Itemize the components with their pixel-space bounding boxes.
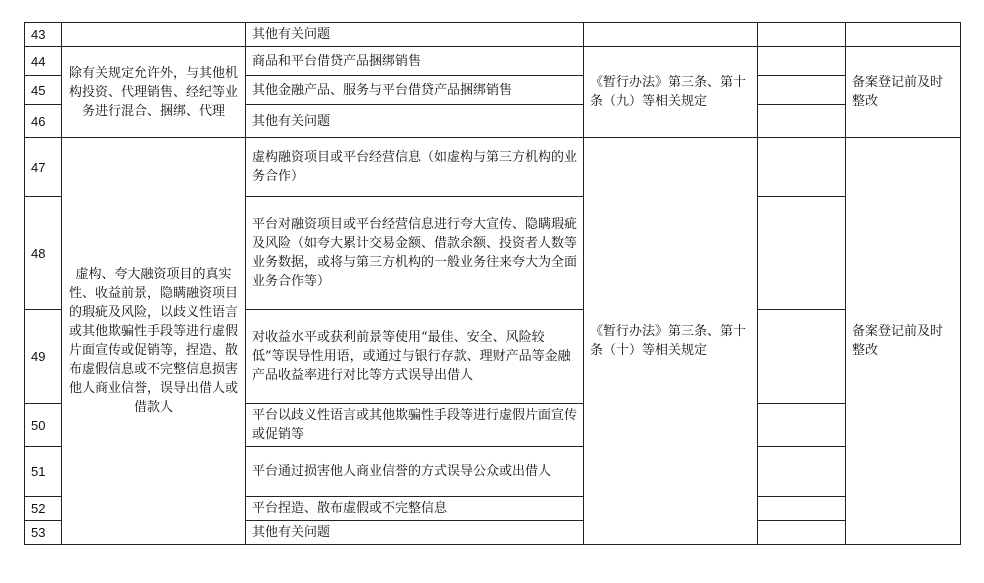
issue-description: 平台以歧义性语言或其他欺骗性手段等进行虚假片面宣传或促销等: [246, 404, 584, 447]
row-number: 49: [25, 310, 62, 404]
table-body: [25, 23, 961, 545]
issue-description: 其他有关问题: [246, 521, 584, 545]
category-cell: 虚构、夸大融资项目的真实性、收益前景，隐瞒融资项目的瑕疵及风险，以歧义性语言或其他欺骗性手段等进行虚假片面宣传或促销等，捏造、散布虚假信息或不完整信息损害他人商业信誉，误导出借人或借款人: [62, 138, 246, 545]
category-cell: [62, 23, 246, 47]
row-number: 50: [25, 404, 62, 447]
row-number: 44: [25, 47, 62, 76]
blank-cell: [758, 521, 846, 545]
issue-description: 平台对融资项目或平台经营信息进行夸大宣传、隐瞒瑕疵及风险（如夸大累计交易金额、借款余额、投资者人数等业务数据，或将与第三方机构的一般业务往来夸大为全面业务合作等）: [246, 197, 584, 310]
blank-cell: [758, 138, 846, 197]
rectification-deadline-cell: 备案登记前及时整改: [846, 138, 961, 545]
rectification-deadline-cell: [846, 23, 961, 47]
table-container: [24, 22, 961, 545]
row-number: 48: [25, 197, 62, 310]
issue-description: 商品和平台借贷产品捆绑销售: [246, 47, 584, 76]
category-cell: 除有关规定允许外，与其他机构投资、代理销售、经纪等业务进行混合、捆绑、代理: [62, 47, 246, 138]
blank-cell: [758, 447, 846, 497]
blank-cell: [758, 404, 846, 447]
issue-description: 虚构融资项目或平台经营信息（如虚构与第三方机构的业务合作）: [246, 138, 584, 197]
issue-description: 对收益水平或获利前景等使用“最佳、安全、风险较低”等误导性用语，或通过与银行存款、理财产品等金融产品收益率进行对比等方式误导出借人: [246, 310, 584, 404]
blank-cell: [758, 310, 846, 404]
regulation-table: [24, 22, 961, 545]
blank-cell: [758, 497, 846, 521]
table-row: [25, 47, 961, 76]
row-number: 53: [25, 521, 62, 545]
row-number: 45: [25, 76, 62, 105]
row-number: 51: [25, 447, 62, 497]
issue-description: 平台捏造、散布虚假或不完整信息: [246, 497, 584, 521]
table-row: [25, 138, 961, 197]
rectification-deadline-cell: 备案登记前及时整改: [846, 47, 961, 138]
issue-description: 其他金融产品、服务与平台借贷产品捆绑销售: [246, 76, 584, 105]
row-number: 52: [25, 497, 62, 521]
blank-cell: [758, 197, 846, 310]
table-row: [25, 23, 961, 47]
issue-description: 其他有关问题: [246, 23, 584, 47]
blank-cell: [758, 105, 846, 138]
issue-description: 其他有关问题: [246, 105, 584, 138]
row-number: 43: [25, 23, 62, 47]
legal-basis-cell: 《暂行办法》第三条、第十条（十）等相关规定: [584, 138, 758, 545]
blank-cell: [758, 76, 846, 105]
blank-cell: [758, 47, 846, 76]
legal-basis-cell: [584, 23, 758, 47]
row-number: 47: [25, 138, 62, 197]
issue-description: 平台通过损害他人商业信誉的方式误导公众或出借人: [246, 447, 584, 497]
legal-basis-cell: 《暂行办法》第三条、第十条（九）等相关规定: [584, 47, 758, 138]
blank-cell: [758, 23, 846, 47]
row-number: 46: [25, 105, 62, 138]
